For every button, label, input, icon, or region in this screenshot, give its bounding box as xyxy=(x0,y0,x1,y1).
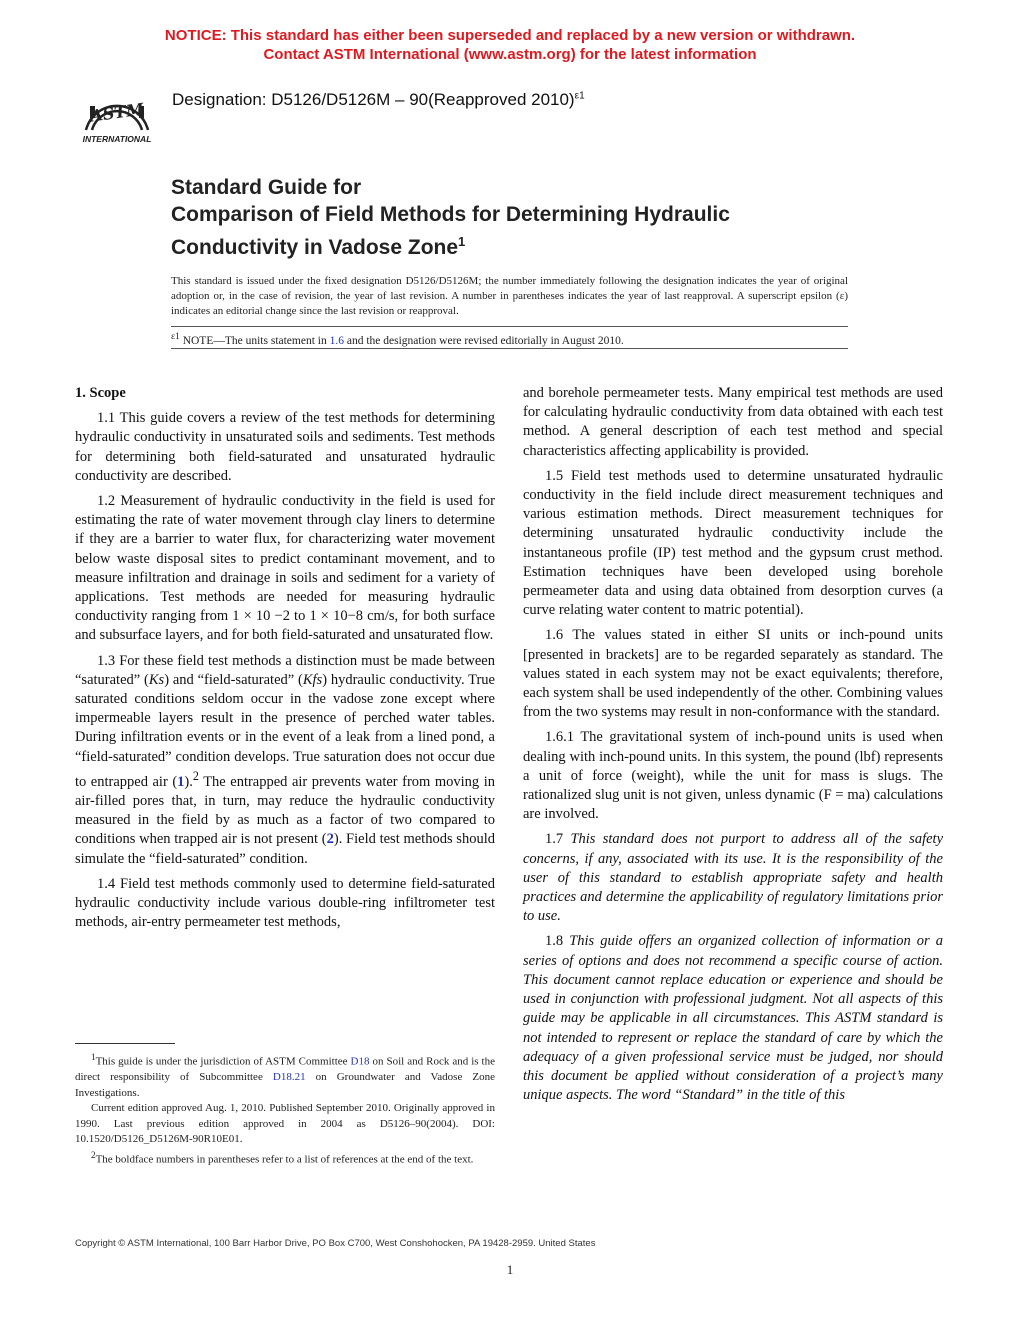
ks-symbol: Ks xyxy=(148,671,165,688)
withdrawal-notice xyxy=(0,26,1020,64)
reference-link-2[interactable]: 2 xyxy=(326,831,334,848)
footnote-1-text-b: on Soil and Rock and is the direct responsibility of Subcommittee xyxy=(75,1055,495,1084)
title-footnote-mark: 1 xyxy=(458,234,466,249)
title-line-3: Conductivity in Vadose Zone xyxy=(171,236,459,259)
p1-3-text-c: ) hydraulic conductivity. True saturated conditions seldom occur in the vadose zone except where impermeable layers result in the presence of perched water tables. During infiltration events or in the event of a leak from a lined pond, a “field-saturated” condition develops. True saturation does not occur due to entrapped air ( xyxy=(75,671,495,790)
paragraph-1-6: 1.6 The values stated in either SI units or inch-pound units [presented in brackets] are to be regarded separately as standard. The values stated in each system may not be exact equivalents; therefore, each system shall be used independently of the other. Combining values from the two systems may result in non-conformance with the standard. xyxy=(523,627,943,721)
p1-3-text-e: The entrapped air prevents water from moving in air-filled pores that, in turn, may reduce the hydraulic conductivity measured in the field by as much as a factor of two compared to conditions when trapped air is not present ( xyxy=(75,773,495,848)
footnote-2 xyxy=(75,1148,495,1168)
divider-top xyxy=(171,326,848,327)
footnote-rule xyxy=(75,1043,175,1044)
paragraph-1-7 xyxy=(523,830,943,926)
designation-label: Designation: D5126/D5126M – 90(Reapproved 2010) xyxy=(172,90,575,109)
editorial-note-text-2: and the designation were revised editorially in August 2010. xyxy=(343,334,624,347)
kfs-symbol: Kfs xyxy=(302,671,323,688)
paragraph-1-4-continued: and borehole permeameter tests. Many empirical test methods are used for calculating hydraulic conductivity from data obtained with each test method. A general description of each test method and special characteristics affecting applicability is provided. xyxy=(523,385,943,459)
footnote-1 xyxy=(75,1050,495,1101)
editorial-mark: ε1 xyxy=(171,331,180,342)
astm-logo-icon xyxy=(72,72,162,144)
footnote-1-text-c: on Groundwater and Vadose Zone Investigations. xyxy=(75,1071,495,1099)
designation-epsilon: ε1 xyxy=(574,90,585,102)
p1-3-text-d: ). xyxy=(184,773,193,790)
page-number: 1 xyxy=(506,1262,514,1277)
title-line-1: Standard Guide for xyxy=(171,176,362,199)
footnotes xyxy=(75,1050,495,1168)
paragraph-1-4: 1.4 Field test methods commonly used to determine field-saturated hydraulic conductivity include various double-ring infiltrometer test methods, air-entry permeameter test methods, xyxy=(75,875,495,931)
p1-8-text: This guide offers an organized collection of information or a series of options and does not recommend a specific course of action. This document cannot replace education or experience and should be used in conjunction with professional judgment. Not all aspects of this guide may be applicable in all circumstances. This ASTM standard is not intended to represent or replace the standard of care by which the adequacy of a given professional service must be judged, nor should this document be applied without consideration of a project’s many unique aspects. The word “Standard” in the title of this xyxy=(523,933,943,1104)
p1-7-number: 1.7 xyxy=(545,831,571,848)
astm-logo-subtext: INTERNATIONAL xyxy=(82,134,152,144)
p1-3-text-b: ) and “field-saturated” ( xyxy=(164,671,303,688)
subcommittee-d18-21-link[interactable]: D18.21 xyxy=(272,1071,306,1084)
p1-3-text-a: 1.3 For these field test methods a distinction must be made between “saturated” ( xyxy=(75,652,495,688)
right-column xyxy=(523,384,943,1111)
p1-7-text: This standard does not purport to address all of the safety concerns, if any, associated with its use. It is the responsibility of the user of this standard to establish appropriate safety and health practices and determine the applicability of regulatory limitations prior to use. xyxy=(523,831,944,925)
section-heading-scope: 1. Scope xyxy=(75,385,126,401)
footnote-1-text-a: This guide is under the jurisdiction of ASTM Committee xyxy=(95,1055,351,1068)
notice-line-2: Contact ASTM International (www.astm.org) for the latest information xyxy=(263,46,757,63)
p1-3-text-f: ). Field test methods should simulate the “field-saturated” condition. xyxy=(75,831,495,867)
editorial-note xyxy=(171,331,848,347)
paragraph-1-5: 1.5 Field test methods used to determine unsaturated hydraulic conductivity in the field include direct measurement techniques and various estimation methods. Direct measurement techniques for determining unsaturated hydraulic conductivity include the instantaneous profile (IP) test method and the gypsum crust method. Estimation techniques have been developed using borehole permeameter data and using data obtained from desorption curves (a curve relating water content to matric potential). xyxy=(523,467,943,619)
designation xyxy=(172,90,585,110)
footnote-2-mark: 2 xyxy=(91,1149,96,1160)
paragraph-1-2: 1.2 Measurement of hydraulic conductivity in the field is used for estimating the rate of water movement through clay liners to determine if they are a barrier to water flux, for characterizing water movement below waste disposal sites to predict contaminant movement, and to measure infiltration and drainage in soils and sediment for a variety of applications. Test methods are needed for measuring hydraulic conductivity ranging from 1 × 10 −2 to 1 × 10−8 cm/s, for both surface and subsurface layers, and for both field-saturated and unsaturated flow. xyxy=(75,493,495,644)
paragraph-1-8 xyxy=(523,932,943,1105)
section-1-6-link[interactable]: 1.6 xyxy=(329,334,344,347)
footnote-mark-2: 2 xyxy=(192,768,199,783)
title-line-2: Comparison of Field Methods for Determining Hydraulic xyxy=(171,203,730,226)
left-column xyxy=(75,384,495,938)
copyright: Copyright © ASTM International, 100 Barr Harbor Drive, PO Box C700, West Conshohocken, PA 19428-2959. United States xyxy=(75,1238,596,1249)
footnote-1-mark: 1 xyxy=(91,1052,96,1062)
footnote-2-text: The boldface numbers in parentheses refer to a list of references at the end of the text. xyxy=(95,1153,474,1166)
paragraph-1-1: 1.1 This guide covers a review of the test methods for determining hydraulic conductivity in unsaturated soils and sediments. Test methods for determining both field-saturated and unsaturated hydraulic conductivity are described. xyxy=(75,410,495,484)
astm-logo-mark: ASTM xyxy=(89,99,145,126)
divider-bottom xyxy=(171,348,848,349)
committee-d18-link[interactable]: D18 xyxy=(350,1055,370,1068)
paragraph-1-6-1: 1.6.1 The gravitational system of inch-pound units is used when dealing with inch-pound units. In this system, the pound (lbf) represents a unit of force (weight), while the unit for mass is slugs. The rationalized slug unit is not given, unless dynamic (F = ma) calculations are involved. xyxy=(523,729,943,823)
paragraph-1-3 xyxy=(75,652,495,869)
reference-link-1[interactable]: 1 xyxy=(177,773,185,790)
p1-8-number: 1.8 xyxy=(545,933,570,950)
edition-note: Current edition approved Aug. 1, 2010. Published September 2010. Originally approved in 1990. Last previous edition approved in 2004 as D5126–90(2004). DOI: 10.1520/D5126_D5126M-90R10E01. xyxy=(75,1102,495,1146)
editorial-note-text-1: NOTE—The units statement in xyxy=(179,334,330,347)
issued-note: This standard is issued under the fixed designation D5126/D5126M; the number immediately following the designation indicates the year of original adoption or, in the case of revision, the year of last revision. A number in parentheses indicates the year of last reapproval. A superscript epsilon (ε) indicates an editorial change since the last revision or reapproval. xyxy=(171,275,848,317)
document-title xyxy=(171,174,871,261)
notice-line-1: NOTICE: This standard has either been superseded and replaced by a new version or withdrawn. xyxy=(164,27,856,44)
